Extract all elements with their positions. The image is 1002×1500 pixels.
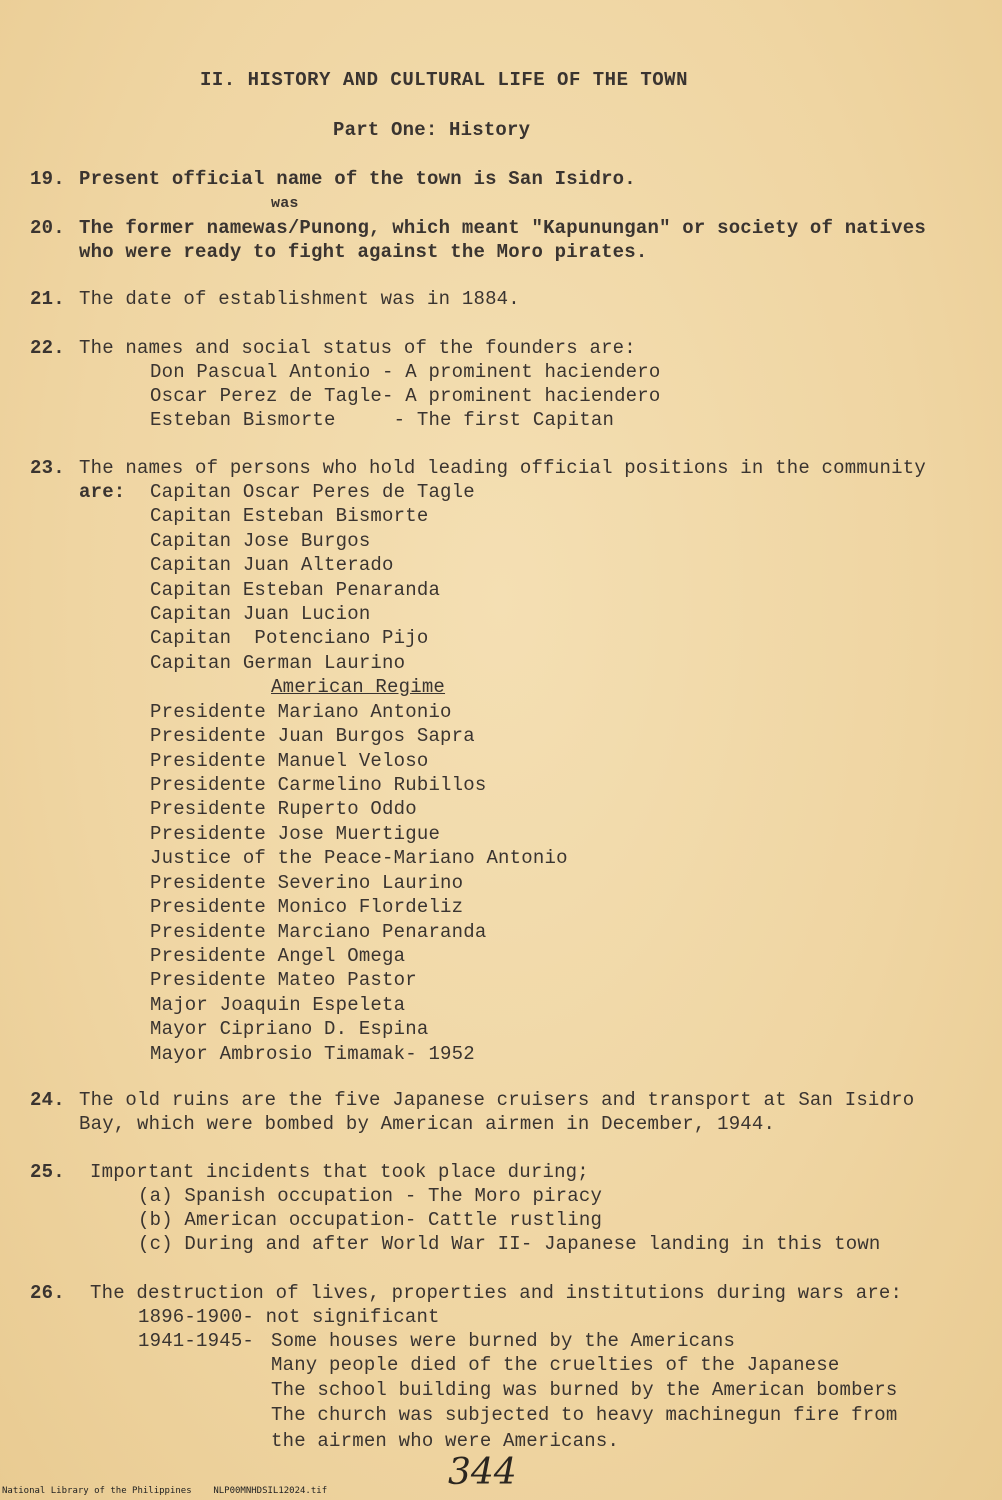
archive-footer: National Library of the Philippines NLP00MNHDSIL12024.tif [2, 1486, 328, 1496]
official-line: Capitan Potenciano Pijo [150, 627, 429, 649]
item-number: 20. [30, 217, 65, 239]
official-line: Capitan Esteban Bismorte [150, 505, 429, 527]
item-19-text: Present official name of the town is San Isidro. [79, 168, 636, 190]
regime-heading: American Regime [271, 676, 446, 698]
incident-line: (b) American occupation- Cattle rustling [138, 1209, 603, 1231]
official-line: Capitan Oscar Peres de Tagle [150, 481, 475, 503]
item-number: 23. [30, 457, 65, 479]
official-line: Presidente Marciano Penaranda [150, 921, 487, 943]
official-line: Presidente Monico Flordeliz [150, 896, 464, 918]
war-period-line: 1896-1900- not significant [138, 1306, 440, 1328]
official-line: Presidente Manuel Veloso [150, 750, 429, 772]
section-subtitle: Part One: History [333, 119, 531, 141]
item-number: 21. [30, 288, 65, 310]
official-line: Capitan Juan Lucion [150, 603, 371, 625]
page-title: II. HISTORY AND CULTURAL LIFE OF THE TOWN [200, 69, 688, 91]
official-line: Capitan Jose Burgos [150, 530, 371, 552]
official-line: Presidente Jose Muertigue [150, 823, 441, 845]
founder-line: Esteban Bismorte - The first Capitan [150, 409, 615, 431]
founder-line: Oscar Perez de Tagle- A prominent haciendero [150, 385, 661, 407]
item-22-text: The names and social status of the founders are: [79, 337, 636, 359]
official-line: Presidente Ruperto Oddo [150, 798, 417, 820]
incident-line: (c) During and after World War II- Japanese landing in this town [138, 1233, 881, 1255]
item-number: 24. [30, 1089, 65, 1111]
item-20-line1: The former namewas/Punong, which meant "Kapunungan" or society of natives [79, 217, 926, 239]
official-line: Justice of the Peace-Mariano Antonio [150, 847, 568, 869]
item-number: 22. [30, 337, 65, 359]
official-line: Major Joaquin Espeleta [150, 994, 406, 1016]
item-24-line2: Bay, which were bombed by American airmen in December, 1944. [79, 1113, 776, 1135]
official-line: Presidente Juan Burgos Sapra [150, 725, 475, 747]
official-line: Capitan Juan Alterado [150, 554, 394, 576]
official-line: Mayor Cipriano D. Espina [150, 1018, 429, 1040]
war-period-label: 1941-1945- [138, 1330, 255, 1352]
item-23-are: are: [79, 481, 126, 503]
item-26-text: The destruction of lives, properties and institutions during wars are: [90, 1282, 903, 1304]
handwritten-insert: was [271, 195, 299, 212]
war-effect-line: The school building was burned by the American bombers [271, 1379, 898, 1401]
official-line: Mayor Ambrosio Timamak- 1952 [150, 1043, 475, 1065]
war-effect-line: The church was subjected to heavy machinegun fire from [271, 1404, 898, 1426]
official-line: Presidente Mariano Antonio [150, 701, 452, 723]
item-20-line2: who were ready to fight against the Moro pirates. [79, 241, 648, 263]
official-line: Presidente Angel Omega [150, 945, 406, 967]
official-line: Capitan German Laurino [150, 652, 406, 674]
official-line: Presidente Severino Laurino [150, 872, 464, 894]
official-line: Presidente Mateo Pastor [150, 969, 417, 991]
handwritten-page-number: 344 [448, 1452, 517, 1493]
war-effect-line: Many people died of the cruelties of the Japanese [271, 1354, 840, 1376]
item-23-line1: The names of persons who hold leading official positions in the community [79, 457, 926, 479]
item-number: 26. [30, 1282, 65, 1304]
item-25-text: Important incidents that took place during; [90, 1161, 589, 1183]
item-number: 25. [30, 1161, 65, 1183]
official-line: Capitan Esteban Penaranda [150, 579, 441, 601]
war-effect-line: Some houses were burned by the Americans [271, 1330, 736, 1352]
founder-line: Don Pascual Antonio - A prominent haciendero [150, 361, 661, 383]
item-24-line1: The old ruins are the five Japanese cruisers and transport at San Isidro [79, 1089, 915, 1111]
item-number: 19. [30, 168, 65, 190]
incident-line: (a) Spanish occupation - The Moro piracy [138, 1185, 603, 1207]
item-21-text: The date of establishment was in 1884. [79, 288, 520, 310]
official-line: Presidente Carmelino Rubillos [150, 774, 487, 796]
war-effect-line: the airmen who were Americans. [271, 1430, 620, 1452]
